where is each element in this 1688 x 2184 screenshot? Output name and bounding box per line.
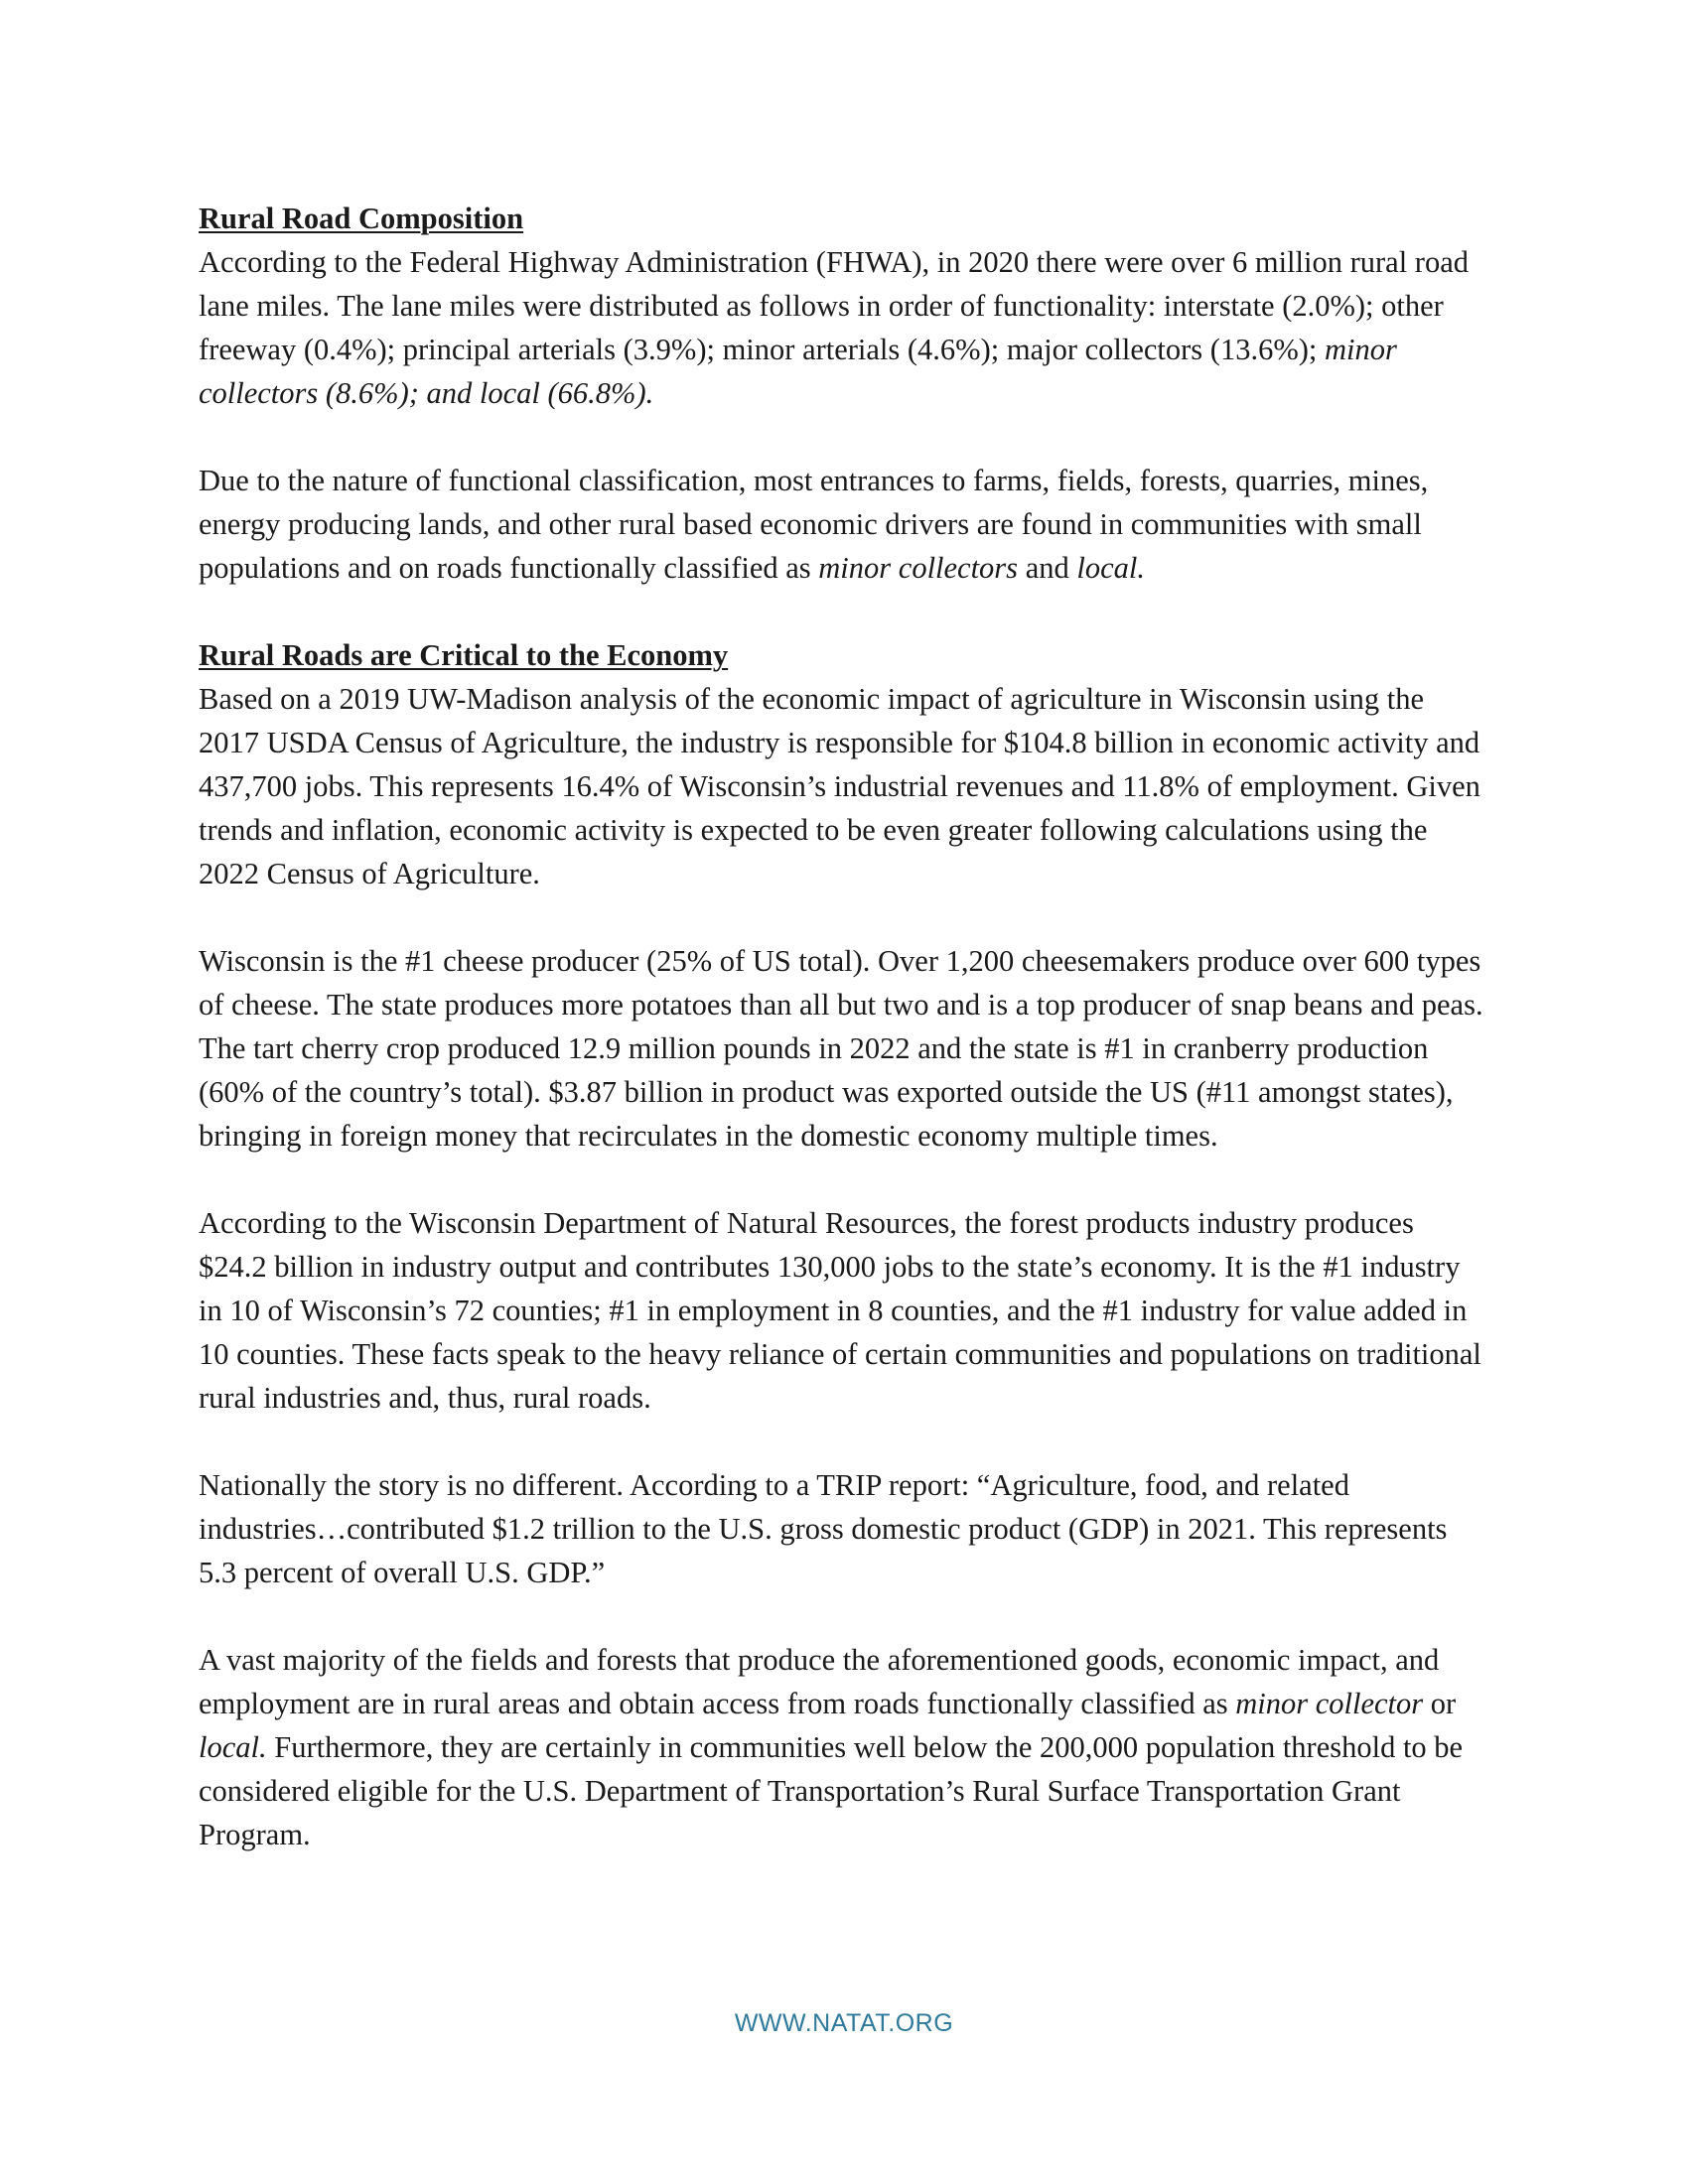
paragraph-uw-madison-analysis: Based on a 2019 UW-Madison analysis of the economic impact of agriculture in Wisconsin using the 2017 USDA Census of Agriculture, the industry is responsible for $104.8 billion in economic activity and 437,700 jobs. This represents 16.4% of Wisconsin’s industrial revenues and 11.8% of employment. Given trends and inflation, economic activity is expected to be even greater following calculations using the 2022 Census of Agriculture.: [199, 682, 1480, 890]
paragraph-forest-products: According to the Wisconsin Department of Natural Resources, the forest products industry produces $24.2 billion in industry output and contributes 130,000 jobs to the state’s economy. It is the #1 industry in 10 of Wisconsin’s 72 counties; #1 in employment in 8 counties, and the #1 industry for value added in 10 counties. These facts speak to the heavy reliance of certain communities and populations on traditional rural industries and, thus, rural roads.: [199, 1206, 1481, 1415]
paragraph-eligibility: [199, 1638, 1489, 1856]
section-heading: Rural Road Composition: [199, 202, 524, 235]
paragraph-wisconsin-production: Wisconsin is the #1 cheese producer (25% of US total). Over 1,200 cheesemakers produce over 600 types of cheese. The state produces more potatoes than all but two and is a top producer of snap beans and peas. The tart cherry crop produced 12.9 million pounds in 2022 and the state is #1 in cranberry production (60% of the country’s total). $3.87 billion in product was exported outside the US (#11 amongst states), bringing in foreign money that recirculates in the domestic economy multiple times.: [199, 944, 1483, 1153]
paragraph-text: Furthermore, they are certainly in communities well below the 200,000 population threshold to be considered eligible for the U.S. Department of Transportation’s Rural Surface Transportation Grant Program.: [199, 1730, 1464, 1851]
section-heading: Rural Roads are Critical to the Economy: [199, 638, 729, 672]
paragraph-text: and: [1018, 551, 1077, 585]
paragraph-text: According to the Federal Highway Administration (FHWA), in 2020 there were over 6 million rural road lane miles. The lane miles were distributed as follows in order of functionality: interstate (2.0%); other freeway (0.4%); principal arterials (3.9%); minor arterials (4.6%); major collectors (13.6%);: [199, 245, 1469, 366]
paragraph-italic-text: local.: [199, 1730, 267, 1764]
paragraph-italic-text: minor collectors (8.6%); and local (66.8%).: [199, 333, 1397, 410]
paragraph-text: Due to the nature of functional classification, most entrances to farms, fields, forests, quarries, mines, energy producing lands, and other rural based economic drivers are found in communities with small populations and on roads functionally classified as: [199, 464, 1429, 585]
document-body: [199, 197, 1489, 1900]
paragraph-italic-text: local.: [1076, 551, 1145, 585]
paragraph-text: or: [1423, 1687, 1457, 1720]
footer-url: WWW.NATAT.ORG: [734, 2009, 954, 2037]
section-rural-road-composition: [199, 197, 1489, 590]
paragraph-text: A vast majority of the fields and forests that produce the aforementioned goods, economic impact, and employment are in rural areas and obtain access from roads functionally classified as: [199, 1643, 1440, 1720]
paragraph-italic-text: minor collector: [1235, 1687, 1424, 1720]
paragraph-functional-classification: [199, 459, 1489, 590]
paragraph-national-trip-report: Nationally the story is no different. According to a TRIP report: “Agriculture, food, and related industries…contributed $1.2 trillion to the U.S. gross domestic product (GDP) in 2021. This represents 5.3 percent of overall U.S. GDP.”: [199, 1468, 1448, 1589]
section-rural-roads-economy: [199, 633, 1489, 1856]
paragraph-italic-text: minor collectors: [818, 551, 1019, 585]
paragraph-composition-stats: [199, 240, 1489, 415]
